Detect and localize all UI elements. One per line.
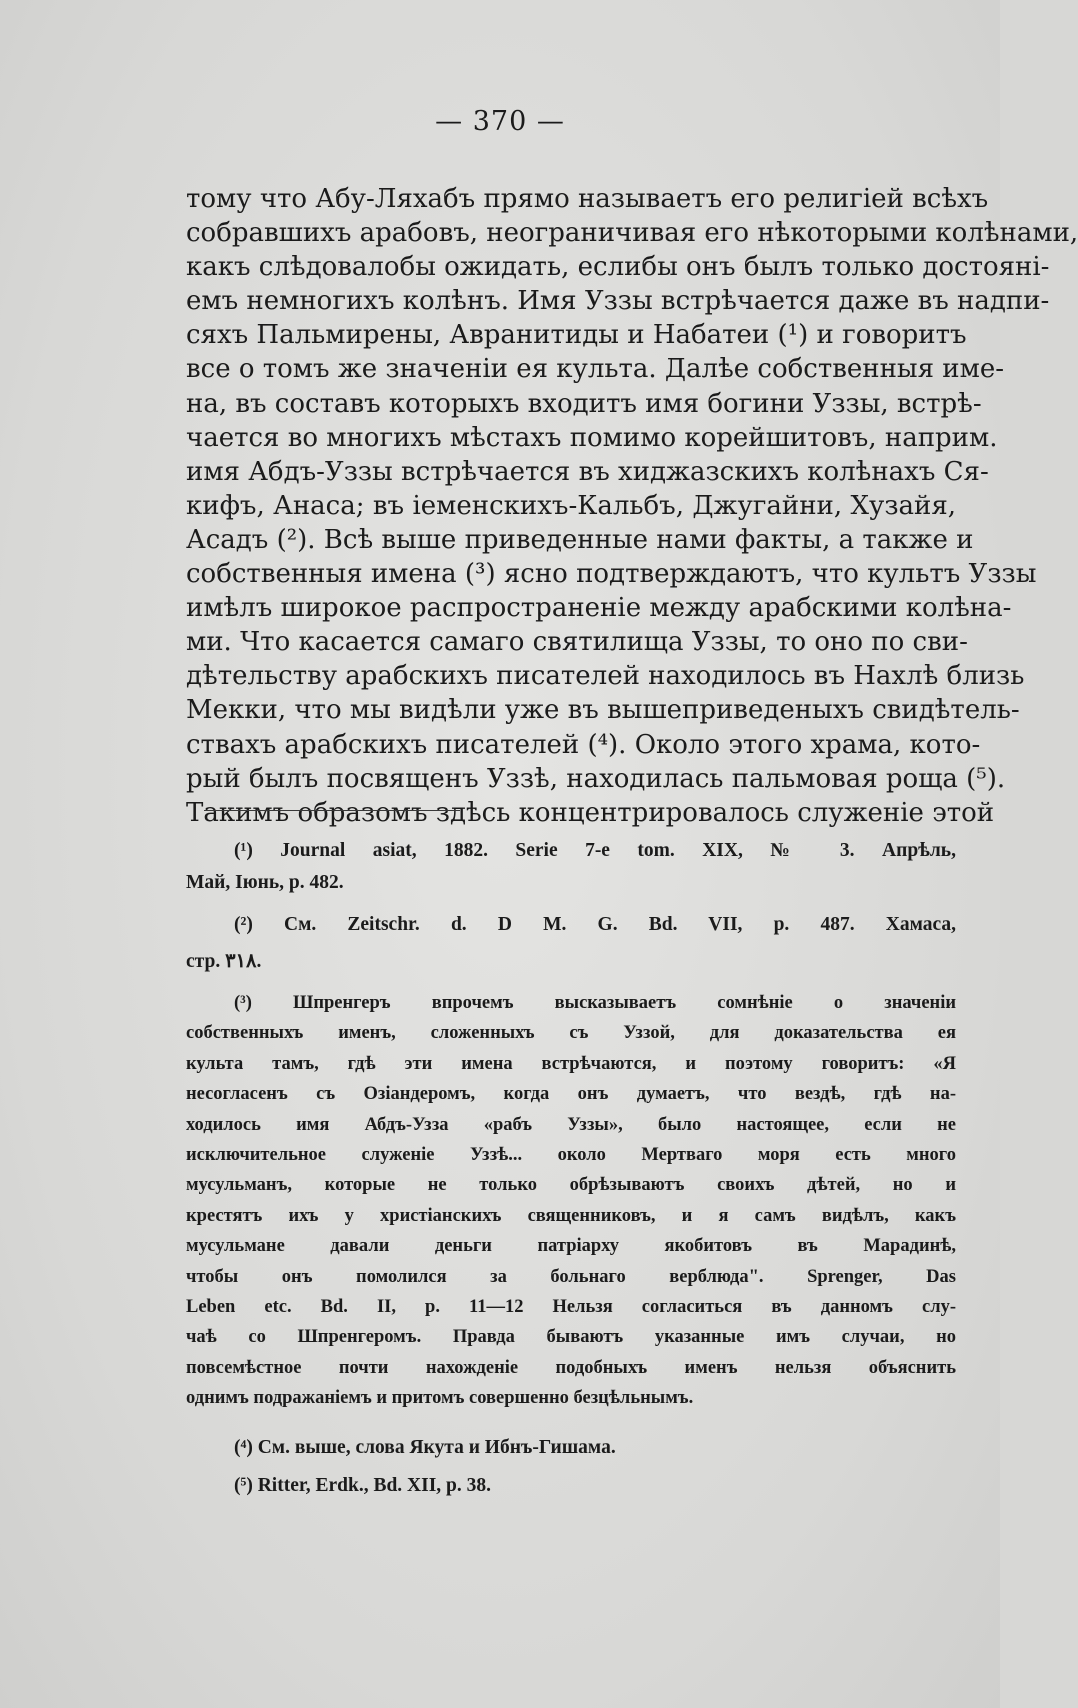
footnote-5-line-1: (⁵) Ritter, Erdk., Bd. XII, p. 38. xyxy=(234,1475,492,1497)
body-text xyxy=(186,182,1078,830)
body-line-15: дѣтельству арабскихъ писателей находилось въ Нахлѣ близь xyxy=(186,661,1025,692)
body-line-8: чается во многихъ мѣстахъ помимо корейшитовъ, наприм. xyxy=(186,422,998,453)
page-number: — 370 — xyxy=(435,106,565,137)
footnote-5 xyxy=(186,1467,956,1505)
footnote-3-line-9: мусульмане давали деньги патрiарху якобитовъ въ Марадинѣ, xyxy=(186,1236,956,1257)
footnote-3-line-14: однимъ подражанiемъ и притомъ совершенно безцѣльнымъ. xyxy=(186,1388,694,1409)
footnote-3-line-4: несогласенъ съ Озiандеромъ, когда онъ думаетъ, что вездѣ, гдѣ на- xyxy=(186,1084,956,1105)
footnotes xyxy=(186,835,956,1505)
footnote-3-line-8: крестятъ ихъ у христiанскихъ священниковъ, и я самъ видѣлъ, какъ xyxy=(186,1205,956,1226)
footnote-1 xyxy=(186,835,956,899)
body-line-3: какъ слѣдовалобы ожидать, еслибы онъ былъ только достоянi- xyxy=(186,252,1050,283)
footnote-3-line-11: Leben etc. Bd. II, p. 11—12 Нельзя согласиться въ данномъ слу- xyxy=(186,1296,956,1317)
body-line-5: сяхъ Пальмирены, Авранитиды и Набатеи (¹) и говоритъ xyxy=(186,320,967,351)
body-line-16: Мекки, что мы видѣли уже въ вышеприведеныхъ свидѣтель- xyxy=(186,695,1020,726)
body-line-14: ми. Что касается самаго святилища Уззы, то оно по сви- xyxy=(186,627,968,658)
footnote-3-line-5: ходилось имя Абдъ-Узза «рабъ Уззы», было настоящее, если не xyxy=(186,1114,956,1135)
body-line-17: ствахъ арабскихъ писателей (⁴). Около этого храма, кото- xyxy=(186,729,981,760)
footnote-separator-rule xyxy=(204,810,460,811)
footnote-1-line-2: Май, Iюнь, p. 482. xyxy=(186,872,344,893)
footnote-1-line-1: (¹) Journal asiat, 1882. Serie 7-e tom. XIX, № 3. Апрѣль, xyxy=(234,840,956,861)
body-line-13: имѣлъ широкое распространенiе между арабскими колѣна- xyxy=(186,593,1012,624)
body-line-12: собственныя имена (³) ясно подтверждаютъ, что культъ Уззы xyxy=(186,559,1037,590)
footnote-3-line-2: собственныхъ именъ, сложенныхъ съ Уззой, для доказательства ея xyxy=(186,1023,956,1044)
body-line-10: кифъ, Анаса; въ iеменскихъ-Кальбъ, Джугайни, Хузайя, xyxy=(186,490,956,521)
footnote-2-line-2: стр. ٣١٨. xyxy=(186,950,262,972)
body-line-6: все о томъ же значенiи ея культа. Далѣе собственныя име- xyxy=(186,354,1004,385)
footnote-2 xyxy=(186,907,956,980)
footnote-3-line-10: чтобы онъ помолился за больнаго верблюда". Sprenger, Das xyxy=(186,1266,956,1287)
body-line-1: тому что Абу-Ляхабъ прямо называетъ его религiей всѣхъ xyxy=(186,184,989,214)
body-line-18: рый былъ посвященъ Уззѣ, находилась пальмовая роща (⁵). xyxy=(186,763,1006,794)
footnote-4-line-1: (⁴) См. выше, слова Якута и Ибнъ-Гишама. xyxy=(234,1437,616,1459)
footnote-3-line-6: исключительное служенiе Уззѣ... около Мертваго моря есть много xyxy=(186,1144,956,1165)
body-line-4: емъ немногихъ колѣнъ. Имя Уззы встрѣчается даже въ надпи- xyxy=(186,286,1050,317)
footnote-3-line-7: мусульманъ, которые не только обрѣзываютъ своихъ дѣтей, но и xyxy=(186,1175,956,1196)
footnote-4 xyxy=(186,1429,956,1467)
body-line-2: собравшихъ арабовъ, неограничивая его нѣкоторыми колѣнами, xyxy=(186,218,1078,249)
footnote-3-line-13: повсемѣстное почти нахожденiе подобныхъ именъ нельзя объяснить xyxy=(186,1357,956,1378)
body-line-7: на, въ составъ которыхъ входитъ имя богини Уззы, встрѣ- xyxy=(186,388,982,419)
footnote-3-line-3: культа тамъ, гдѣ эти имена встрѣчаются, и поэтому говоритъ: «Я xyxy=(186,1053,956,1074)
footnote-3-line-12: чаѣ со Шпренгеромъ. Правда бываютъ указанные имъ случаи, но xyxy=(186,1327,956,1348)
body-line-19: Такимъ образомъ здѣсь концентрировалось служенiе этой xyxy=(186,797,995,828)
body-line-11: Асадъ (²). Всѣ выше приведенные нами факты, а также и xyxy=(186,524,974,555)
footnote-2-line-1: (²) См. Zeitschr. d. D M. G. Bd. VII, p. 487. Хамаса, xyxy=(234,914,956,935)
body-line-9: имя Абдъ-Уззы встрѣчается въ хиджазскихъ колѣнахъ Ся- xyxy=(186,456,989,487)
footnote-3 xyxy=(186,988,956,1413)
footnote-3-line-1: (³) Шпренгеръ впрочемъ высказываетъ сомнѣнiе о значенiи xyxy=(234,993,956,1013)
